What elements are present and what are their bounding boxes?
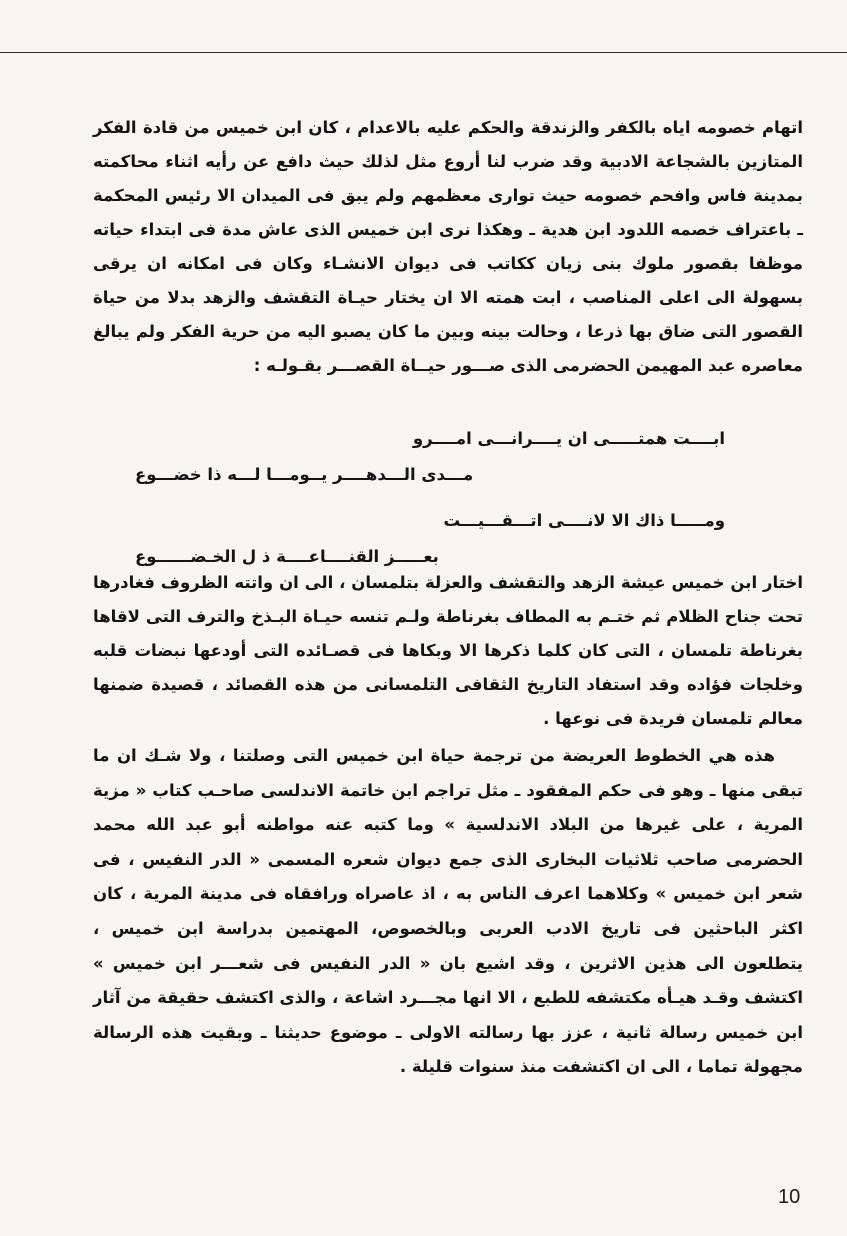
poem (120, 421, 740, 585)
paragraph-2 (93, 566, 803, 736)
paragraph-1 (93, 111, 803, 383)
poem-verse-2-first-half: ومـــــا ذاك الا لانــــى اتـــقـــيـــت (443, 511, 725, 530)
top-rule (0, 52, 847, 53)
poem-verse-1-second-half: مـــدى الـــدهــــر يــومـــا لـــه ذا خضـــوع (135, 465, 474, 484)
poem-verse-1-first-half: ابــــت همتـــــى ان يــــرانـــى امــــرو (412, 429, 725, 448)
paragraph-2-text: اختار ابن خميس عيشة الزهد والتقشف والعزلة بتلمسان ، الى ان واتته الظروف فغادرها تحت جناح الظلام ثم ختـم به المطاف بغرناطة ولـم تنسه حيـاة البـذخ والترف التى لاقاها بغرناطة تلمسان ، التى كان كلما ذكرها الا وبكاها فى قصـائده التى أودعها نبضات قلبه وخلجات فؤاده وقد استفاد التاريخ الثقافى التلمسانى من هذه القصائد ، قصيدة ضمنها معالم تلمسان فريدة فى نوعها . (93, 573, 803, 728)
poem-verse-2 (120, 503, 740, 575)
page-number: 10 (778, 1186, 801, 1208)
paragraph-3 (93, 739, 803, 1085)
paragraph-3-text: هذه هي الخطوط العريضة من ترجمة حياة ابن خميس التى وصلتنا ، ولا شـك ان ما تبقى منها ـ وهو فى حكم المفقود ـ مثل تراجم ابن خاتمة الاندلسى صاحـب كتاب « مزية المرية ، على غيرها من البلاد الاندلسية » وما كتبه عنه مواطنه أبو عبد الله محمد الحضرمى صاحب ثلاثيات البخارى الذى جمع ديوان شعره المسمى « الدر النفيس ، فى شعر ابن خميس » وكلاهما اعرف الناس به ، اذ عاصراه ورافقاه فى مدينة المرية ، كان اكثر الباحثين فى تاريخ الادب العربى وبالخصوص، المهتمين بدراسة ابن خميس ، يتطلعون الى هذين الاثرين ، وقد اشيع بان « الدر النفيس فى شعـــر ابن خميس » اكتشف وقـد هيـأه مكتشفه للطبع ، الا انها مجـــرد اشاعة ، والذى اكتشف حقيقة من آثار ابن خميس رسالة ثانية ، عزز بها رسالته الاولى ـ موضوع حديثنا ـ وبقيت هذه الرسالة مجهولة تماما ، الى ان اكتشفت منذ سنوات قليلة . (93, 746, 803, 1077)
paragraph-1-text: اتهام خصومه اياه بالكفر والزندقة والحكم عليه بالاعدام ، كان ابن خميس من قادة الفكر المتازين بالشجاعة الادبية وقد ضرب لنا أروع مثل لذلك حيث دافع عن رأيه اثناء محاكمته بمدينة فاس وافحم خصومه حيث توارى معظمهم ولم يبق فى الميدان الا رئيس المحكمة ـ باعتراف خصمه اللدود ابن هدية ـ وهكذا نرى ابن خميس الذى عاش مدة فى ابتداء حياته موظفا بقصور ملوك بنى زيان ككاتب فى ديوان الانشـاء وكان فى امكانه ان يرقى بسهولة الى اعلى المناصب ، ابت همته الا ان يختار حيـاة التقشف والزهد بدلا من حياة القصور التى ضاق بها ذرعا ، وحالت بينه وبين ما كان يصبو اليه من حرية الفكر ولم يبالغ معاصره عبد المهيمن الحضرمى الذى صـــور حيــاة القصـــر بقـولـه : (93, 118, 803, 375)
poem-verse-1 (120, 421, 740, 493)
poem-verse-2-second-half: بعـــــز القنــــاعــــة ذ ل الخـضــــــوع (135, 547, 439, 566)
